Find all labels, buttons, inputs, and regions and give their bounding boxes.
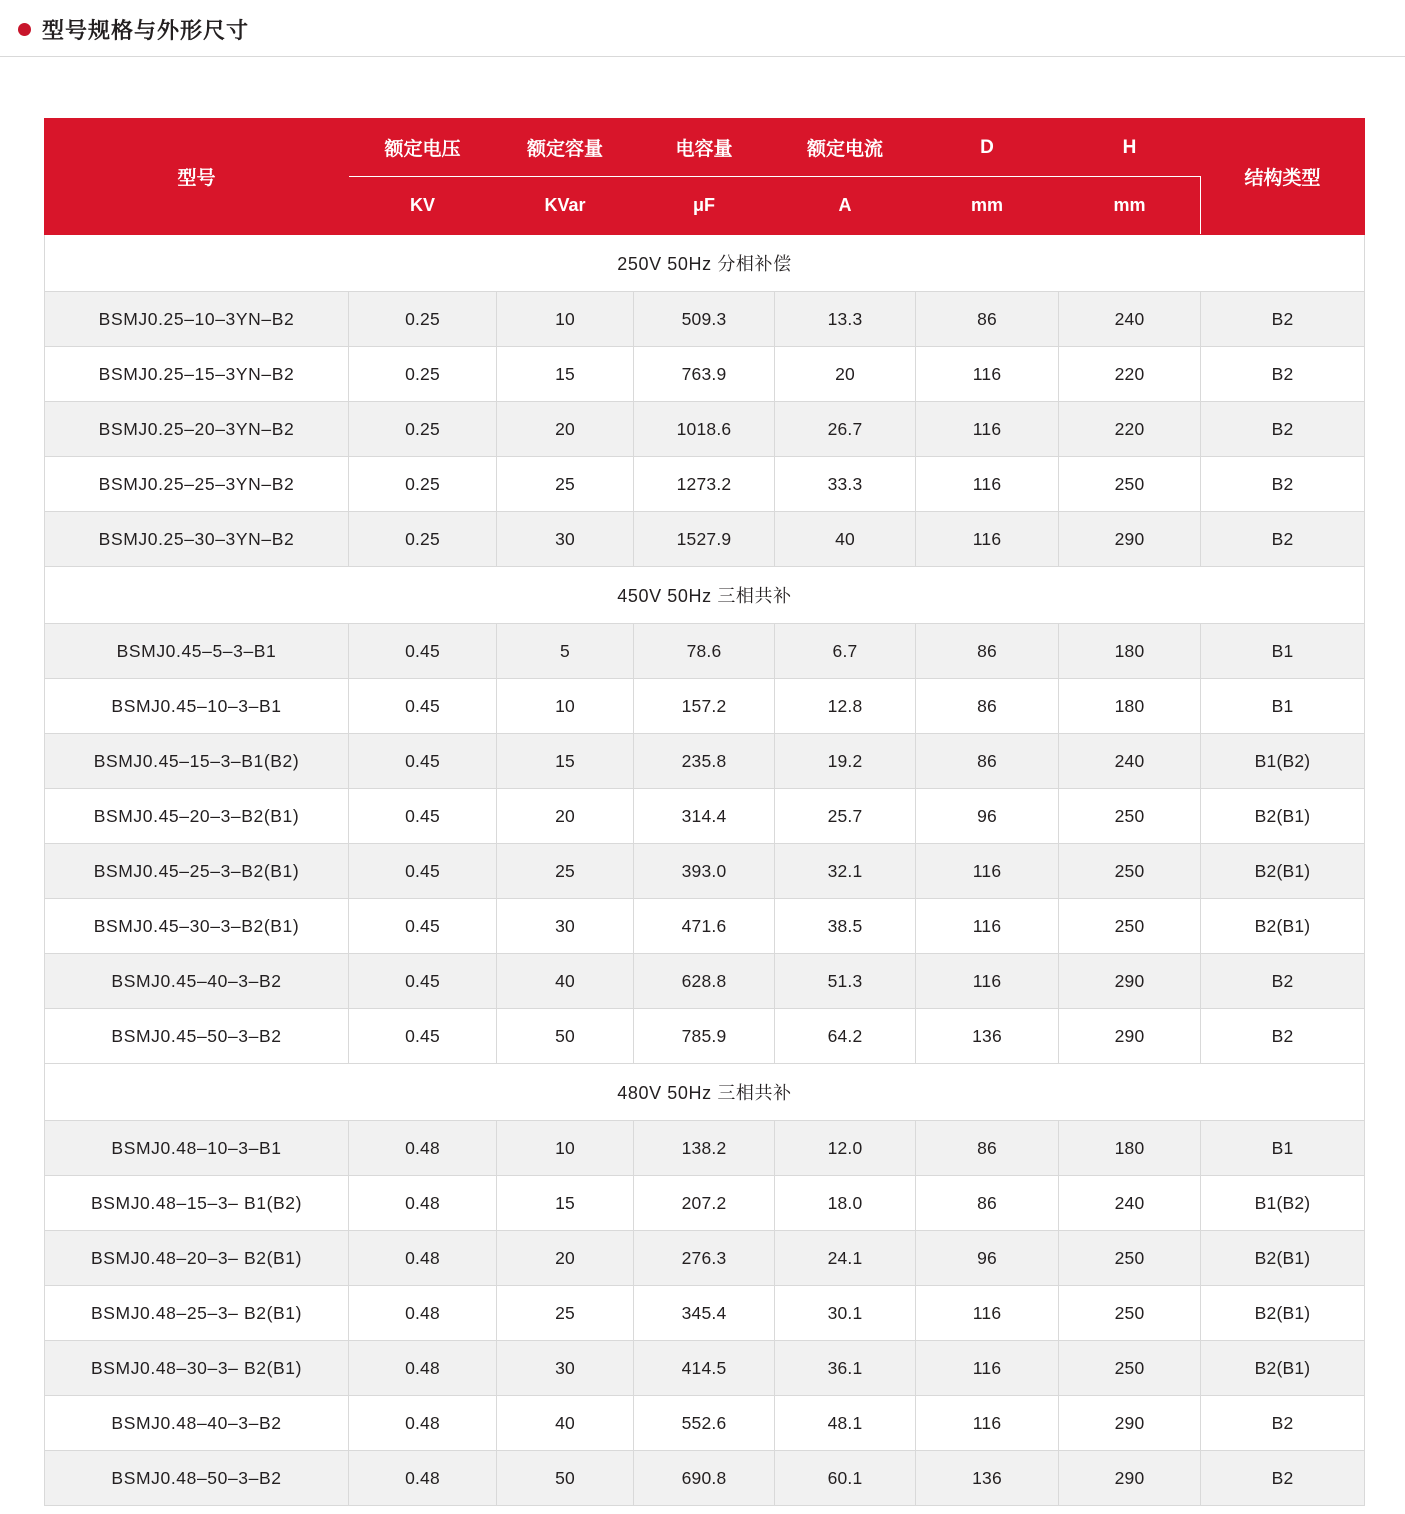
- cell-model: BSMJ0.48–20–3– B2(B1): [45, 1231, 349, 1286]
- col-header-structure-type: 结构类型: [1201, 119, 1365, 235]
- cell-value: 0.45: [349, 789, 497, 844]
- cell-value: 180: [1059, 679, 1201, 734]
- cell-value: 250: [1059, 899, 1201, 954]
- cell-value: 86: [916, 624, 1059, 679]
- cell-value: 12.8: [775, 679, 916, 734]
- cell-value: 15: [497, 1176, 634, 1231]
- cell-value: B2: [1201, 292, 1365, 347]
- cell-value: 25: [497, 1286, 634, 1341]
- table-row: [45, 954, 1365, 1009]
- cell-value: 1527.9: [634, 512, 775, 567]
- cell-value: 15: [497, 734, 634, 789]
- cell-value: 250: [1059, 1231, 1201, 1286]
- cell-value: 1273.2: [634, 457, 775, 512]
- cell-value: 30: [497, 899, 634, 954]
- unit-kvar: KVar: [497, 177, 634, 235]
- cell-value: B2(B1): [1201, 1341, 1365, 1396]
- cell-value: 0.48: [349, 1286, 497, 1341]
- cell-value: B1: [1201, 1121, 1365, 1176]
- cell-value: 0.45: [349, 899, 497, 954]
- col-header-h: H: [1059, 119, 1201, 177]
- cell-value: B2: [1201, 347, 1365, 402]
- cell-value: 0.45: [349, 624, 497, 679]
- group-label: 250V 50Hz 分相补偿: [45, 235, 1365, 292]
- table-row: [45, 624, 1365, 679]
- cell-value: 207.2: [634, 1176, 775, 1231]
- table-body: [45, 235, 1365, 1506]
- cell-value: 157.2: [634, 679, 775, 734]
- cell-model: BSMJ0.48–40–3–B2: [45, 1396, 349, 1451]
- cell-value: B2: [1201, 402, 1365, 457]
- cell-value: 50: [497, 1451, 634, 1506]
- unit-kv: KV: [349, 177, 497, 235]
- cell-value: 48.1: [775, 1396, 916, 1451]
- col-header-rated-voltage: 额定电压: [349, 119, 497, 177]
- cell-value: 5: [497, 624, 634, 679]
- cell-value: 240: [1059, 292, 1201, 347]
- cell-value: B2: [1201, 512, 1365, 567]
- cell-value: 552.6: [634, 1396, 775, 1451]
- cell-value: 51.3: [775, 954, 916, 1009]
- cell-value: 96: [916, 789, 1059, 844]
- cell-value: 785.9: [634, 1009, 775, 1064]
- cell-model: BSMJ0.25–30–3YN–B2: [45, 512, 349, 567]
- cell-value: 0.25: [349, 402, 497, 457]
- cell-value: 116: [916, 1341, 1059, 1396]
- table-row: [45, 1341, 1365, 1396]
- unit-uf: μF: [634, 177, 775, 235]
- col-header-capacitance: 电容量: [634, 119, 775, 177]
- cell-value: 0.45: [349, 734, 497, 789]
- cell-value: B2: [1201, 1451, 1365, 1506]
- table-row: [45, 347, 1365, 402]
- cell-value: B1(B2): [1201, 1176, 1365, 1231]
- cell-value: 30.1: [775, 1286, 916, 1341]
- cell-value: 250: [1059, 457, 1201, 512]
- cell-model: BSMJ0.25–20–3YN–B2: [45, 402, 349, 457]
- cell-model: BSMJ0.45–20–3–B2(B1): [45, 789, 349, 844]
- cell-value: 0.45: [349, 679, 497, 734]
- cell-model: BSMJ0.48–30–3– B2(B1): [45, 1341, 349, 1396]
- table-row: [45, 1451, 1365, 1506]
- group-header-row: [45, 567, 1365, 624]
- cell-value: 180: [1059, 1121, 1201, 1176]
- cell-value: 30: [497, 1341, 634, 1396]
- cell-value: 116: [916, 954, 1059, 1009]
- cell-model: BSMJ0.45–50–3–B2: [45, 1009, 349, 1064]
- cell-value: 38.5: [775, 899, 916, 954]
- cell-value: 116: [916, 1286, 1059, 1341]
- cell-value: B2: [1201, 457, 1365, 512]
- cell-value: 180: [1059, 624, 1201, 679]
- cell-value: B2(B1): [1201, 1286, 1365, 1341]
- cell-model: BSMJ0.45–5–3–B1: [45, 624, 349, 679]
- unit-mm-h: mm: [1059, 177, 1201, 235]
- col-header-model: 型号: [45, 119, 349, 235]
- cell-value: B2(B1): [1201, 1231, 1365, 1286]
- table-row: [45, 1121, 1365, 1176]
- cell-value: B1(B2): [1201, 734, 1365, 789]
- table-row: [45, 1176, 1365, 1231]
- col-header-rated-current: 额定电流: [775, 119, 916, 177]
- cell-value: 240: [1059, 1176, 1201, 1231]
- table-row: [45, 679, 1365, 734]
- table-row: [45, 292, 1365, 347]
- table-row: [45, 1009, 1365, 1064]
- cell-value: 86: [916, 734, 1059, 789]
- cell-value: 250: [1059, 1286, 1201, 1341]
- cell-value: 25: [497, 844, 634, 899]
- table-row: [45, 1396, 1365, 1451]
- section-header: [0, 0, 1405, 44]
- cell-value: 40: [497, 1396, 634, 1451]
- cell-value: 20: [775, 347, 916, 402]
- cell-value: 10: [497, 679, 634, 734]
- cell-value: 18.0: [775, 1176, 916, 1231]
- table-row: [45, 1231, 1365, 1286]
- cell-value: 64.2: [775, 1009, 916, 1064]
- cell-value: 20: [497, 789, 634, 844]
- cell-value: 345.4: [634, 1286, 775, 1341]
- cell-value: B2: [1201, 1396, 1365, 1451]
- table-row: [45, 734, 1365, 789]
- col-header-d: D: [916, 119, 1059, 177]
- cell-value: 138.2: [634, 1121, 775, 1176]
- cell-model: BSMJ0.48–25–3– B2(B1): [45, 1286, 349, 1341]
- cell-value: 0.48: [349, 1451, 497, 1506]
- cell-value: 250: [1059, 844, 1201, 899]
- cell-model: BSMJ0.45–25–3–B2(B1): [45, 844, 349, 899]
- cell-model: BSMJ0.25–25–3YN–B2: [45, 457, 349, 512]
- cell-value: 86: [916, 1121, 1059, 1176]
- table-row: [45, 789, 1365, 844]
- cell-value: B1: [1201, 679, 1365, 734]
- cell-value: 290: [1059, 1009, 1201, 1064]
- cell-value: B2(B1): [1201, 899, 1365, 954]
- cell-value: B2(B1): [1201, 844, 1365, 899]
- cell-value: 60.1: [775, 1451, 916, 1506]
- cell-model: BSMJ0.45–15–3–B1(B2): [45, 734, 349, 789]
- cell-value: 20: [497, 402, 634, 457]
- cell-value: 86: [916, 292, 1059, 347]
- cell-value: 10: [497, 292, 634, 347]
- cell-value: 116: [916, 402, 1059, 457]
- cell-value: 116: [916, 1396, 1059, 1451]
- group-label: 450V 50Hz 三相共补: [45, 567, 1365, 624]
- cell-value: 0.25: [349, 512, 497, 567]
- cell-value: 290: [1059, 1451, 1201, 1506]
- table-row: [45, 899, 1365, 954]
- cell-value: 690.8: [634, 1451, 775, 1506]
- unit-mm-d: mm: [916, 177, 1059, 235]
- cell-value: 0.25: [349, 457, 497, 512]
- cell-value: 414.5: [634, 1341, 775, 1396]
- header-divider: [0, 56, 1405, 57]
- cell-value: 40: [497, 954, 634, 1009]
- cell-value: 290: [1059, 512, 1201, 567]
- cell-value: 136: [916, 1009, 1059, 1064]
- cell-value: 235.8: [634, 734, 775, 789]
- unit-a: A: [775, 177, 916, 235]
- table-row: [45, 457, 1365, 512]
- spec-table-wrap: [44, 118, 1364, 1506]
- cell-value: 116: [916, 899, 1059, 954]
- cell-value: 40: [775, 512, 916, 567]
- cell-value: 86: [916, 1176, 1059, 1231]
- cell-value: 0.45: [349, 954, 497, 1009]
- table-header-row-1: [45, 119, 1365, 177]
- cell-value: B2(B1): [1201, 789, 1365, 844]
- page-title: 型号规格与外形尺寸: [42, 17, 250, 43]
- cell-value: 50: [497, 1009, 634, 1064]
- cell-value: B2: [1201, 1009, 1365, 1064]
- cell-value: 314.4: [634, 789, 775, 844]
- cell-value: 393.0: [634, 844, 775, 899]
- cell-value: B1: [1201, 624, 1365, 679]
- cell-value: 25.7: [775, 789, 916, 844]
- cell-value: 250: [1059, 1341, 1201, 1396]
- cell-value: 13.3: [775, 292, 916, 347]
- cell-value: 0.48: [349, 1341, 497, 1396]
- cell-value: 6.7: [775, 624, 916, 679]
- cell-model: BSMJ0.45–40–3–B2: [45, 954, 349, 1009]
- cell-value: 220: [1059, 347, 1201, 402]
- cell-value: 1018.6: [634, 402, 775, 457]
- cell-value: 0.48: [349, 1121, 497, 1176]
- table-row: [45, 402, 1365, 457]
- cell-value: 78.6: [634, 624, 775, 679]
- cell-value: B2: [1201, 954, 1365, 1009]
- group-header-row: [45, 1064, 1365, 1121]
- cell-value: 628.8: [634, 954, 775, 1009]
- cell-value: 20: [497, 1231, 634, 1286]
- cell-value: 24.1: [775, 1231, 916, 1286]
- cell-value: 136: [916, 1451, 1059, 1506]
- cell-value: 0.48: [349, 1231, 497, 1286]
- cell-value: 0.48: [349, 1396, 497, 1451]
- cell-value: 26.7: [775, 402, 916, 457]
- cell-value: 0.45: [349, 1009, 497, 1064]
- cell-value: 250: [1059, 789, 1201, 844]
- cell-value: 116: [916, 512, 1059, 567]
- cell-value: 0.48: [349, 1176, 497, 1231]
- cell-model: BSMJ0.25–15–3YN–B2: [45, 347, 349, 402]
- cell-value: 15: [497, 347, 634, 402]
- table-row: [45, 1286, 1365, 1341]
- cell-model: BSMJ0.48–15–3– B1(B2): [45, 1176, 349, 1231]
- group-label: 480V 50Hz 三相共补: [45, 1064, 1365, 1121]
- cell-value: 12.0: [775, 1121, 916, 1176]
- cell-value: 509.3: [634, 292, 775, 347]
- cell-model: BSMJ0.45–10–3–B1: [45, 679, 349, 734]
- table-head: [45, 119, 1365, 235]
- cell-value: 116: [916, 347, 1059, 402]
- cell-value: 116: [916, 844, 1059, 899]
- cell-value: 0.45: [349, 844, 497, 899]
- cell-value: 10: [497, 1121, 634, 1176]
- cell-value: 276.3: [634, 1231, 775, 1286]
- cell-value: 240: [1059, 734, 1201, 789]
- group-header-row: [45, 235, 1365, 292]
- cell-model: BSMJ0.45–30–3–B2(B1): [45, 899, 349, 954]
- table-row: [45, 512, 1365, 567]
- cell-value: 96: [916, 1231, 1059, 1286]
- cell-value: 32.1: [775, 844, 916, 899]
- cell-value: 763.9: [634, 347, 775, 402]
- bullet-icon: [18, 23, 31, 36]
- cell-value: 19.2: [775, 734, 916, 789]
- cell-value: 25: [497, 457, 634, 512]
- cell-value: 86: [916, 679, 1059, 734]
- cell-value: 116: [916, 457, 1059, 512]
- cell-model: BSMJ0.48–50–3–B2: [45, 1451, 349, 1506]
- cell-value: 36.1: [775, 1341, 916, 1396]
- cell-value: 0.25: [349, 292, 497, 347]
- cell-value: 220: [1059, 402, 1201, 457]
- col-header-rated-capacity: 额定容量: [497, 119, 634, 177]
- cell-model: BSMJ0.48–10–3–B1: [45, 1121, 349, 1176]
- cell-value: 471.6: [634, 899, 775, 954]
- cell-value: 290: [1059, 1396, 1201, 1451]
- cell-value: 290: [1059, 954, 1201, 1009]
- cell-model: BSMJ0.25–10–3YN–B2: [45, 292, 349, 347]
- cell-value: 30: [497, 512, 634, 567]
- table-row: [45, 844, 1365, 899]
- spec-table: [44, 118, 1365, 1506]
- cell-value: 33.3: [775, 457, 916, 512]
- cell-value: 0.25: [349, 347, 497, 402]
